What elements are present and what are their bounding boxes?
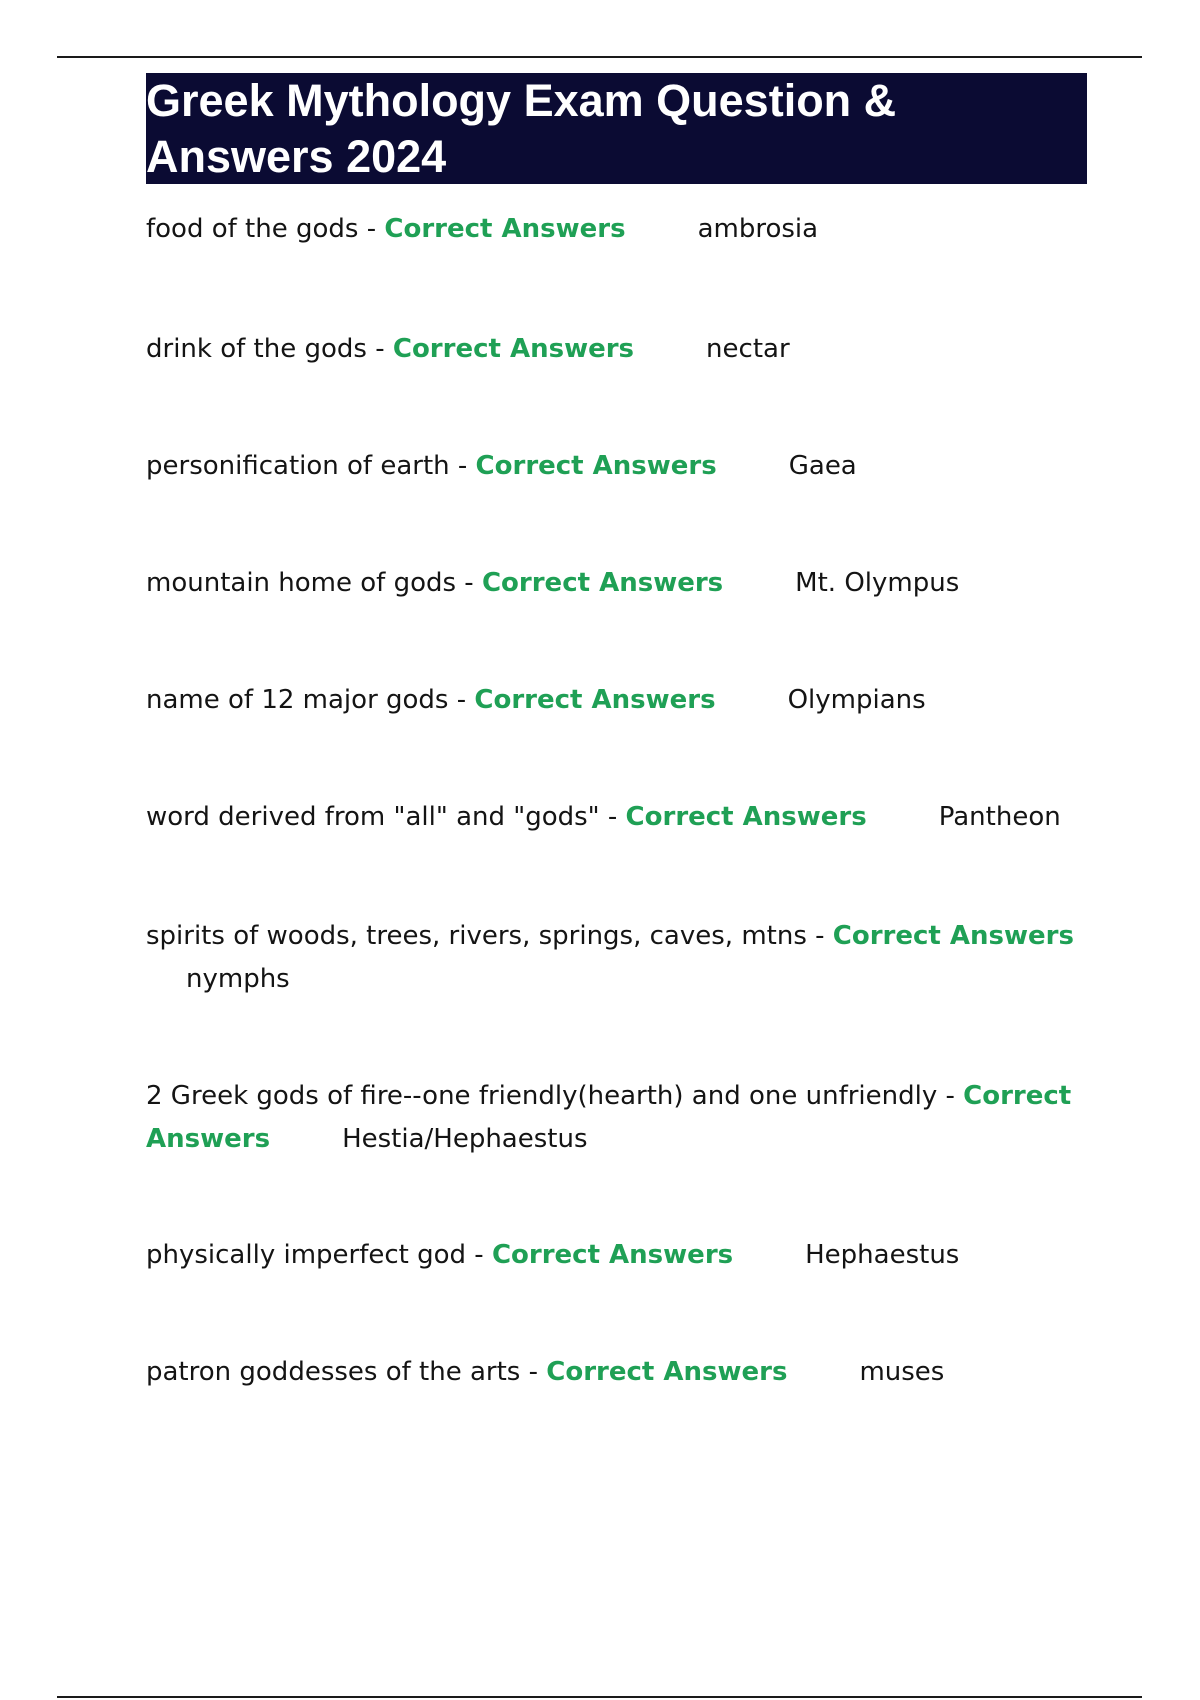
qa-item xyxy=(146,208,1086,251)
qa-item xyxy=(146,1234,1086,1277)
qa-item xyxy=(146,679,1086,722)
question-text: patron goddesses of the arts - xyxy=(146,1357,547,1387)
correct-answers-label: Correct Answers xyxy=(474,685,716,715)
question-text: physically imperfect god - xyxy=(146,1240,492,1270)
correct-answers-label: Correct Answers xyxy=(384,214,626,244)
answer-text: Olympians xyxy=(787,685,926,715)
answer-text: nectar xyxy=(706,334,790,364)
qa-item xyxy=(146,562,1086,605)
correct-answers-label: Correct Answers xyxy=(481,568,724,598)
answer-text: ambrosia xyxy=(697,214,819,244)
correct-answers-label: Correct Answers xyxy=(392,334,635,364)
question-text: personification of earth - xyxy=(146,451,476,481)
bottom-rule xyxy=(57,1696,1142,1698)
question-text: word derived from "all" and "gods" - xyxy=(146,802,626,832)
question-text: spirits of woods, trees, rivers, springs, caves, mtns - xyxy=(146,921,833,951)
answer-text: Mt. Olympus xyxy=(795,568,960,598)
qa-item xyxy=(146,1075,1086,1161)
question-text: 2 Greek gods of fire--one friendly(hearth) and one unfriendly - xyxy=(146,1081,964,1111)
question-text: mountain home of gods - xyxy=(146,568,482,598)
answer-text: nymphs xyxy=(186,964,290,994)
qa-item xyxy=(146,1351,1086,1394)
answer-text: Hephaestus xyxy=(805,1240,960,1270)
qa-item xyxy=(146,796,1086,839)
question-text: food of the gods - xyxy=(146,214,385,244)
answer-text: muses xyxy=(859,1357,945,1387)
qa-item xyxy=(146,915,1086,1001)
question-text: drink of the gods - xyxy=(146,334,393,364)
correct-answers-label: Correct Answers xyxy=(491,1240,734,1270)
qa-item xyxy=(146,445,1086,488)
correct-answers-label: Correct Answers xyxy=(146,1081,1072,1154)
question-text: name of 12 major gods - xyxy=(146,685,475,715)
answer-text: Gaea xyxy=(788,451,857,481)
document-title: Greek Mythology Exam Question & Answers 2024 xyxy=(146,75,897,182)
correct-answers-label: Correct Answers xyxy=(832,921,1074,951)
qa-item xyxy=(146,328,1086,371)
top-rule xyxy=(57,56,1142,58)
correct-answers-label: Correct Answers xyxy=(625,802,867,832)
correct-answers-label: Correct Answers xyxy=(546,1357,788,1387)
answer-text: Pantheon xyxy=(938,802,1061,832)
correct-answers-label: Correct Answers xyxy=(475,451,717,481)
answer-text: Hestia/Hephaestus xyxy=(342,1124,588,1154)
